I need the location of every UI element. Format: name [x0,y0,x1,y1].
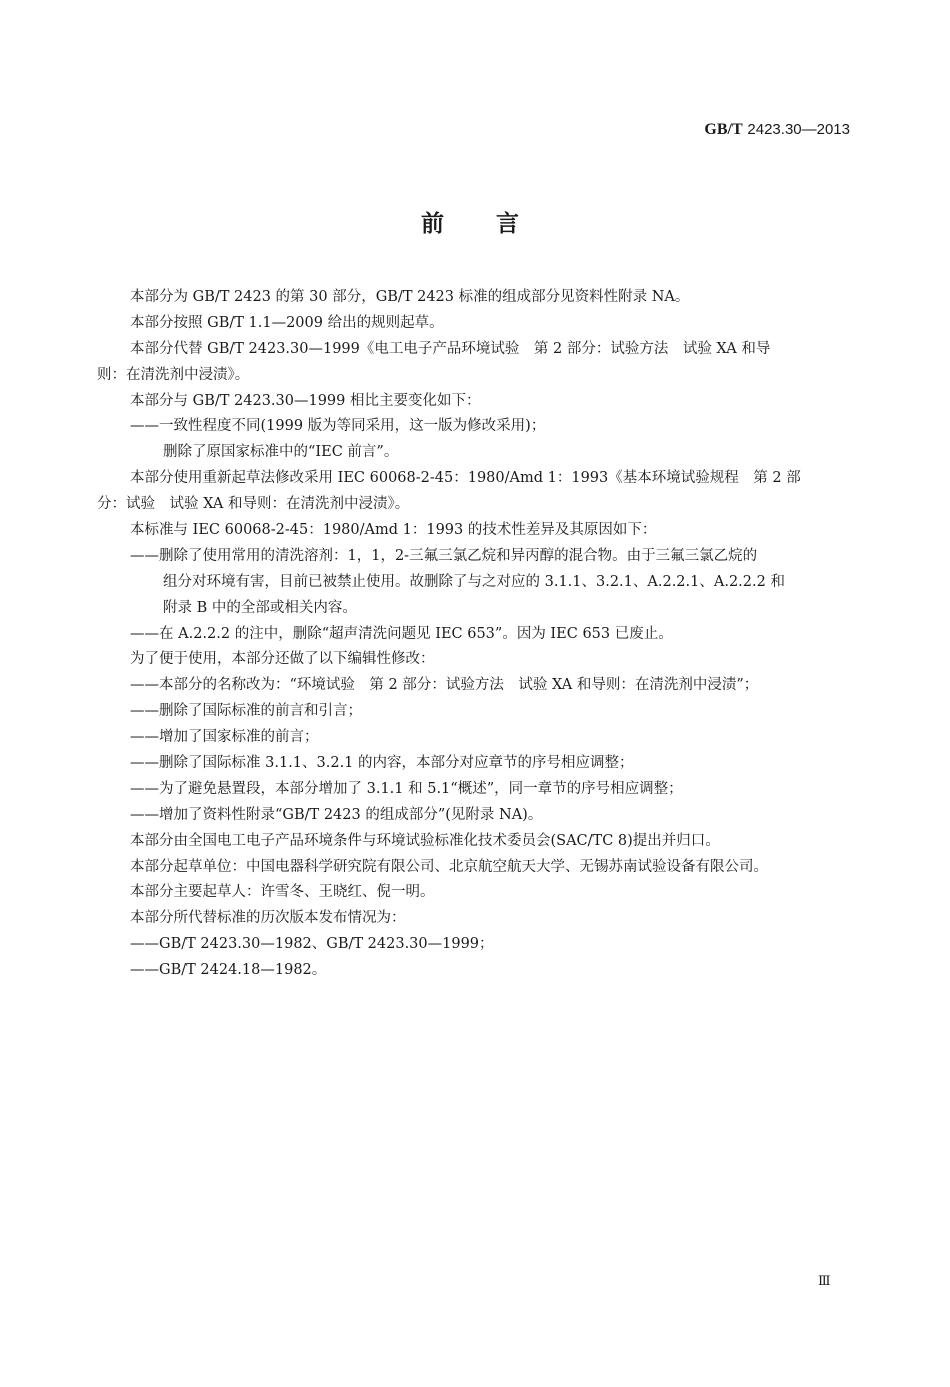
list-item: ——一致性程度不同(1999 版为等同采用，这一版为修改采用)； [130,418,546,435]
standard-code [704,120,850,139]
list-item: ——GB/T 2423.30—1982、GB/T 2423.30—1999； [130,936,494,953]
list-item: ——GB/T 2424.18—1982。 [130,962,327,979]
paragraph-line: 分：试验 试验 XA 和导则：在清洗剂中浸渍》。 [97,496,410,513]
list-item: ——增加了国家标准的前言； [130,729,319,746]
list-item-continuation: 组分对环境有害，目前已被禁止使用。故删除了与之对应的 3.1.1、3.2.1、A.2.2.1、A.2.2.2 和 [163,573,785,590]
list-item: ——本部分的名称改为：“环境试验 第 2 部分：试验方法 试验 XA 和导则：在清洗剂中浸渍”； [130,677,759,694]
paragraph-line: 本标准与 IEC 60068-2-45：1980/Amd 1：1993 的技术性差异及其原因如下： [130,522,657,539]
paragraph-line: 本部分与 GB/T 2423.30—1999 相比主要变化如下： [130,392,481,409]
list-item: ——在 A.2.2.2 的注中，删除“超声清洗问题见 IEC 653”。因为 IEC 653 已废止。 [130,625,673,642]
standard-code-number: 2423.30—2013 [747,121,850,138]
list-item: 删除了原国家标准中的“IEC 前言”。 [163,444,399,461]
paragraph-line: 本部分起草单位：中国电器科学研究院有限公司、北京航空航天大学、无锡苏南试验设备有限公司。 [130,858,768,875]
paragraph-line: 本部分代替 GB/T 2423.30—1999《电工电子产品环境试验 第 2 部分：试验方法 试验 XA 和导 [130,340,771,357]
page-title: 前言 [421,210,571,237]
list-item: ——删除了国际标准 3.1.1、3.2.1 的内容，本部分对应章节的序号相应调整； [130,755,634,772]
list-item: ——增加了资料性附录“GB/T 2423 的组成部分”(见附录 NA)。 [130,806,543,823]
list-item: ——为了避免悬置段，本部分增加了 3.1.1 和 5.1“概述”，同一章节的序号相应调整； [130,780,683,797]
standard-code-prefix: GB/T [704,121,743,138]
paragraph-line: 本部分按照 GB/T 1.1—2009 给出的规则起草。 [130,314,444,331]
paragraph-line: 本部分为 GB/T 2423 的第 30 部分，GB/T 2423 标准的组成部分见资料性附录 NA。 [130,289,690,305]
paragraph-line: 则：在清洗剂中浸渍》。 [97,366,250,383]
paragraph-line: 本部分由全国电工电子产品环境条件与环境试验标准化技术委员会(SAC/TC 8)提出并归口。 [130,832,720,849]
page-number: Ⅲ [818,1274,831,1289]
paragraph-line: 为了便于使用，本部分还做了以下编辑性修改： [130,651,435,668]
paragraph-line: 本部分所代替标准的历次版本发布情况为： [130,910,406,927]
list-item-continuation: 附录 B 中的全部或相关内容。 [163,599,357,616]
paragraph-line: 本部分主要起草人：许雪冬、王晓红、倪一明。 [130,884,435,901]
list-item: ——删除了国际标准的前言和引言； [130,703,362,720]
list-item: ——删除了使用常用的清洗溶剂：1，1，2-三氟三氯乙烷和异丙醇的混合物。由于三氟三氯乙烷的 [130,547,758,564]
foreword-body [0,285,950,984]
paragraph-line: 本部分使用重新起草法修改采用 IEC 60068-2-45：1980/Amd 1：1993《基本环境试验规程 第 2 部 [130,470,801,487]
